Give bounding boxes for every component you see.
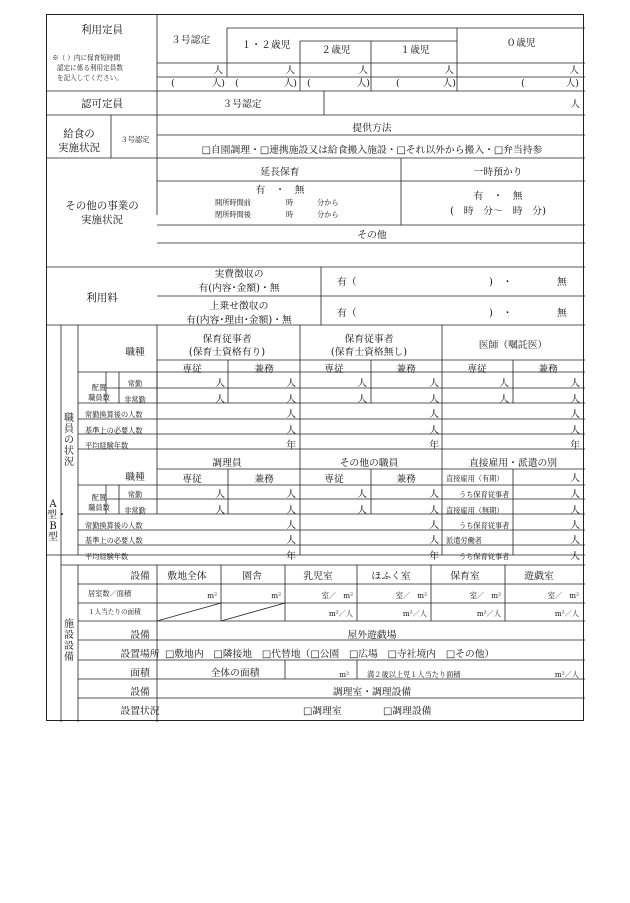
authorized-title: 認可定員 — [81, 98, 123, 110]
placement-label-1a: 配置 — [91, 383, 107, 392]
fee-title: 利用料 — [86, 292, 118, 304]
placement-label-1b: 職員数 — [88, 393, 110, 402]
direct-unit-0: 人 — [570, 473, 580, 484]
staff2-unit-r1-c1: 人 — [286, 505, 296, 516]
staff1-unit-r0-c0: 人 — [215, 378, 225, 389]
extended-before-label: 開所時間前 — [215, 198, 251, 207]
staff-c3-fulltime: 専従 — [467, 364, 487, 375]
capacity-type3-paren: ( — [171, 78, 175, 89]
direct-unit-5: 人 — [570, 551, 580, 562]
row-per-person: １人当たりの面積 — [88, 608, 141, 616]
fee-extra-1: 上乗せ徴収の — [209, 301, 269, 312]
others-title: その他 — [357, 230, 387, 241]
per-child-area-unit: m²／人 — [554, 670, 579, 679]
staff1-unit-r0-c2: 人 — [357, 378, 367, 389]
staff1-unit-r1-c3: 人 — [429, 394, 439, 405]
staff1-unit-r1-c0: 人 — [215, 394, 225, 405]
capacity-age2-paren: ( — [307, 78, 311, 89]
staff-c2-fulltime: 専従 — [324, 364, 344, 375]
staff1-converted-unit-0: 人 — [286, 409, 296, 420]
nonregular-label-1: 非常勤 — [124, 395, 146, 404]
staff-other: その他の職員 — [339, 458, 399, 469]
extended-before-minute: 分から — [317, 198, 339, 207]
room-play: 遊戯室 — [524, 571, 554, 582]
staff2-unit-r1-c3: 人 — [429, 505, 439, 516]
fee-extra-yes: 有（ — [337, 308, 357, 319]
kitchen-equip-check: □調理設備 — [383, 706, 432, 717]
area-label: 面積 — [130, 668, 150, 679]
staff1-unit-r0-c5: 人 — [570, 378, 580, 389]
room-area-unit-0: 室／ m² — [321, 591, 353, 600]
staff1-unit-r0-c3: 人 — [429, 378, 439, 389]
staff-c1-concurrent: 兼務 — [254, 364, 274, 375]
capacity-note-2: 認定に係る利用定員数 — [57, 64, 123, 72]
staff-cook-fulltime: 専従 — [182, 474, 202, 485]
placement-label-2a: 配置 — [91, 493, 107, 502]
staff2-required-unit-0: 人 — [286, 535, 296, 546]
room-infant: 乳児室 — [303, 571, 333, 582]
staff-c1-fulltime: 専従 — [182, 364, 202, 375]
dispatch: 派遣労働者 — [446, 536, 482, 545]
direct-fixed-childcare: うち保育従事者 — [459, 490, 510, 499]
staff-col1-b: (保育士資格有り) — [188, 347, 266, 358]
facility-equipment-3: 設備 — [130, 687, 150, 698]
meal-options: □自園調理・□連携施設又は給食搬入施設・□それ以外から搬入・□弁当持参 — [201, 145, 543, 156]
extended-after-hour: 時 — [286, 210, 294, 219]
facility-title: 施設設備 — [64, 619, 74, 663]
room-building: 園舎 — [242, 571, 262, 582]
staff2-required-unit-1: 人 — [429, 535, 439, 546]
staff2-unit-r1-c2: 人 — [357, 505, 367, 516]
fee-extra-close: ) ・ — [489, 308, 513, 319]
fee-actual-1: 実費徴収の — [214, 269, 264, 280]
extended-title: 延長保育 — [260, 167, 300, 178]
room-area-unit-2: 室／ m² — [469, 591, 501, 600]
authorized-unit: 人 — [570, 99, 580, 110]
dispatch-childcare: うち保育従事者 — [459, 552, 510, 561]
location-label: 設置場所 — [120, 649, 160, 660]
facility-form — [46, 14, 584, 721]
room-crawling: ほふく室 — [371, 571, 411, 582]
authorized-type3: ３号認定 — [222, 99, 262, 110]
facility-equipment-1: 設備 — [130, 571, 150, 582]
staff-jobtype-1: 職種 — [125, 347, 145, 358]
direct-permanent: 直接雇用（無期） — [446, 506, 504, 515]
total-area-unit: m² — [339, 670, 349, 679]
required-label-2: 基準上の必要人数 — [85, 536, 143, 545]
type-ab-label: A型・B型 — [47, 499, 67, 543]
staff1-unit-r1-c4: 人 — [499, 394, 509, 405]
capacity-age0-paren-unit: 人) — [565, 78, 579, 89]
staff-direct: 直接雇用・派遣の別 — [468, 458, 558, 469]
meal-title-2: 実施状況 — [58, 142, 100, 154]
staff2-unit-r1-c0: 人 — [215, 505, 225, 516]
staff1-required-unit-2: 人 — [570, 425, 580, 436]
converted-label-1: 常勤換算後の人数 — [85, 410, 143, 419]
room-site: 敷地全体 — [167, 571, 207, 582]
staff1-unit-r0-c1: 人 — [286, 378, 296, 389]
capacity-note-3: を記入してください。 — [57, 74, 123, 82]
extended-after-label: 閉所時間後 — [215, 210, 251, 219]
room-per-unit-0: m²／人 — [328, 609, 353, 618]
capacity-note-1: ※（ ）内に保育短時間 — [52, 54, 121, 62]
capacity-age0-unit: 人 — [569, 65, 579, 76]
capacity-age12-unit: 人 — [285, 65, 295, 76]
staff-c3-concurrent: 兼務 — [538, 364, 558, 375]
install-label: 設置状況 — [120, 706, 160, 717]
meal-type3: ３号認定 — [120, 135, 150, 144]
capacity-type3-unit: 人 — [213, 65, 223, 76]
fee-actual-yes: 有（ — [337, 277, 357, 288]
room-per-unit-3: m²／人 — [554, 609, 579, 618]
regular-label-1: 常勤 — [127, 379, 143, 388]
capacity-age0: ０歳児 — [506, 38, 536, 49]
staff-other-concurrent: 兼務 — [396, 474, 416, 485]
total-area-label: 全体の面積 — [210, 668, 260, 679]
staff1-year-unit-2: 年 — [570, 440, 580, 451]
staff1-converted-unit-2: 人 — [570, 409, 580, 420]
converted-label-2: 常勤換算後の人数 — [85, 521, 143, 530]
fee-extra-none: 無 — [557, 308, 567, 319]
staff2-converted-unit-0: 人 — [286, 520, 296, 531]
staff-col2-a: 保育従事者 — [344, 334, 394, 345]
required-label-1: 基準上の必要人数 — [85, 426, 143, 435]
capacity-age1-unit: 人 — [444, 65, 454, 76]
staff2-unit-r0-c2: 人 — [357, 489, 367, 500]
room-area-unit-1: 室／ m² — [395, 591, 427, 600]
staff-jobtype-2: 職種 — [125, 472, 145, 483]
regular-label-2: 常勤 — [127, 490, 143, 499]
avg-years-label-1: 平均経験年数 — [85, 441, 129, 450]
other-title-2: 実施状況 — [81, 214, 123, 226]
direct-unit-1: 人 — [570, 489, 580, 500]
avg-years-label-2: 平均経験年数 — [85, 552, 129, 561]
staff2-unit-r0-c0: 人 — [215, 489, 225, 500]
staff-c2-concurrent: 兼務 — [396, 364, 416, 375]
temporary-yes-no: 有 ・ 無 — [473, 191, 523, 202]
extended-after-minute: 分から — [317, 210, 339, 219]
placement-label-2b: 職員数 — [88, 503, 110, 512]
capacity-age1-paren: ( — [396, 78, 400, 89]
capacity-age12: １・２歳児 — [241, 40, 291, 51]
room-area-unit-3: 室／ m² — [547, 591, 579, 600]
fee-actual-none: 無 — [557, 277, 567, 288]
room-nursery: 保育室 — [450, 571, 480, 582]
staff1-year-unit-0: 年 — [286, 440, 296, 451]
fee-extra-2: 有(内容･理由･金額)・無 — [186, 315, 292, 326]
direct-fixed: 直接雇用（有期） — [446, 474, 504, 483]
staff1-year-unit-1: 年 — [429, 440, 439, 451]
direct-unit-4: 人 — [570, 535, 580, 546]
staff-col1-a: 保育従事者 — [202, 334, 252, 345]
kitchen-title: 調理室・調理設備 — [332, 687, 412, 698]
staff2-year-unit-1: 年 — [429, 551, 439, 562]
fee-actual-2: 有(内容･金額)・無 — [198, 283, 280, 294]
direct-permanent-childcare: うち保育従事者 — [459, 521, 510, 530]
temporary-title: 一時預かり — [473, 167, 523, 178]
capacity-age1: １歳児 — [400, 45, 430, 56]
staff1-unit-r1-c1: 人 — [286, 394, 296, 405]
staff-col2-b: (保育士資格無し) — [330, 347, 408, 358]
staff1-converted-unit-1: 人 — [429, 409, 439, 420]
staff2-unit-r0-c3: 人 — [429, 489, 439, 500]
playground-title: 屋外遊戯場 — [347, 630, 397, 641]
capacity-title: 利用定員 — [81, 24, 123, 36]
other-title-1: その他の事業の — [65, 200, 139, 212]
staff1-unit-r1-c5: 人 — [570, 394, 580, 405]
staff2-converted-unit-1: 人 — [429, 520, 439, 531]
row-rooms-area: 居室数／面積 — [88, 589, 132, 598]
staff1-required-unit-0: 人 — [286, 425, 296, 436]
fee-actual-close: ) ・ — [489, 277, 513, 288]
capacity-age2: ２歳児 — [321, 45, 351, 56]
per-child-area-label: 満２歳以上児１人当たり面積 — [367, 670, 461, 679]
extended-yes-no: 有 ・ 無 — [255, 185, 305, 196]
staff-cook-concurrent: 兼務 — [254, 474, 274, 485]
staff-col3: 医師（嘱託医） — [478, 340, 548, 351]
building-area-unit: m² — [271, 591, 281, 600]
staff-title: 職員の状況 — [64, 413, 74, 468]
room-per-unit-2: m²／人 — [476, 609, 501, 618]
capacity-age12-paren: ( — [235, 78, 239, 89]
staff2-unit-r0-c1: 人 — [286, 489, 296, 500]
facility-equipment-2: 設備 — [130, 630, 150, 641]
location-options: □敷地内 □隣接地 □代替地（□公園 □広場 □寺社境内 □その他） — [165, 649, 495, 660]
extended-before-hour: 時 — [286, 198, 294, 207]
capacity-age2-unit: 人 — [358, 65, 368, 76]
kitchen-room-check: □調理室 — [303, 706, 342, 717]
direct-unit-3: 人 — [570, 520, 580, 531]
temporary-time: ( 時 分～ 時 分) — [450, 206, 546, 217]
staff1-unit-r1-c2: 人 — [357, 394, 367, 405]
capacity-type3-paren-unit: 人) — [211, 78, 225, 89]
meal-method: 提供方法 — [352, 123, 392, 134]
room-per-unit-1: m²／人 — [402, 609, 427, 618]
staff2-year-unit-0: 年 — [286, 551, 296, 562]
staff-cook: 調理員 — [212, 458, 242, 469]
capacity-type3: ３号認定 — [171, 35, 211, 46]
staff-other-fulltime: 専従 — [324, 474, 344, 485]
site-area-unit: m² — [207, 591, 217, 600]
capacity-age2-paren-unit: 人) — [356, 78, 370, 89]
capacity-age1-paren-unit: 人) — [442, 78, 456, 89]
staff1-required-unit-1: 人 — [429, 425, 439, 436]
staff1-unit-r0-c4: 人 — [499, 378, 509, 389]
direct-unit-2: 人 — [570, 505, 580, 516]
nonregular-label-2: 非常勤 — [124, 506, 146, 515]
capacity-age12-paren-unit: 人) — [283, 78, 297, 89]
meal-title-1: 給食の — [63, 128, 95, 140]
capacity-age0-paren: ( — [521, 78, 525, 89]
